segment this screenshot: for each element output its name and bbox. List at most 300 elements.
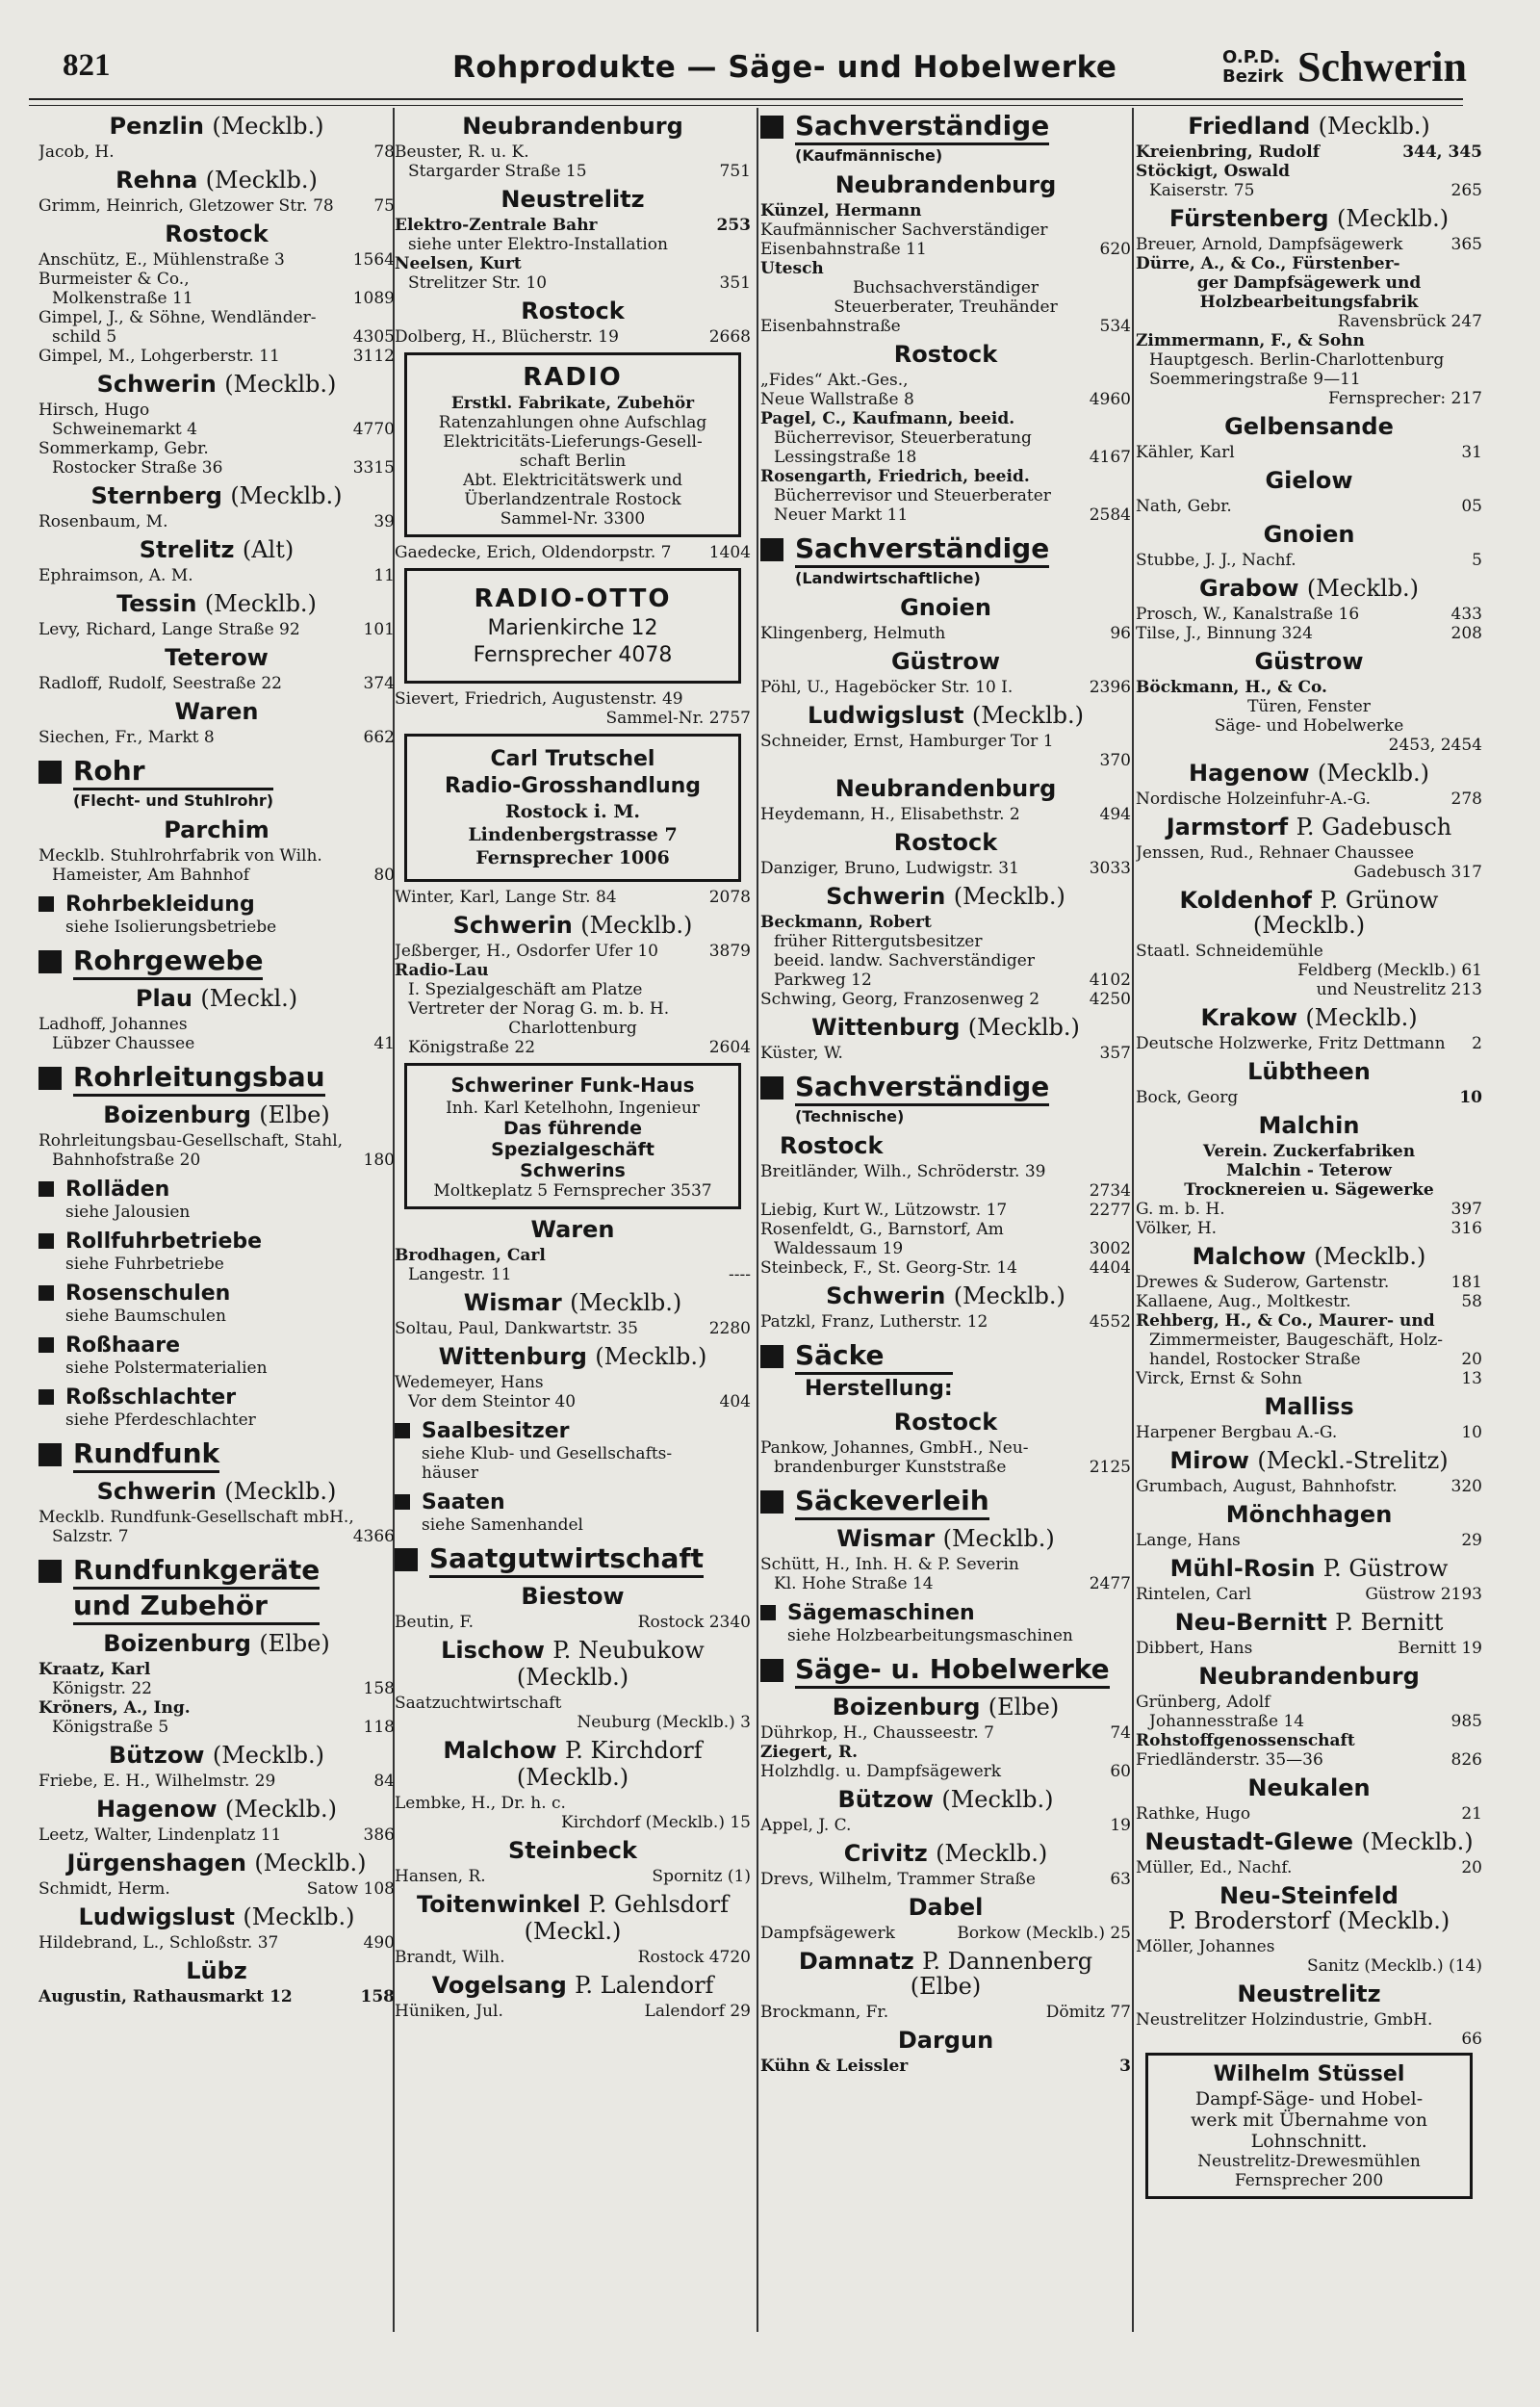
- entry-line: Wedemeyer, Hans: [395, 1373, 544, 1392]
- column-4: [1136, 108, 1482, 2342]
- city-heading: Neubrandenburg: [1198, 1663, 1420, 1690]
- entry-line: Verein. Zuckerfabriken: [1202, 1142, 1416, 1161]
- entry: Rostocker Straße 36 3315: [52, 458, 395, 478]
- entry-line: Kraatz, Karl: [38, 1660, 151, 1679]
- city-heading: Koldenhof P. Grünow: [1179, 887, 1439, 914]
- entry: Beutin, F. Rostock 2340: [395, 1613, 751, 1632]
- entry-line: Bücherrevisor und Steuerberater: [774, 486, 1051, 505]
- section-marker: [395, 1548, 418, 1571]
- city-heading: Neubrandenburg: [834, 171, 1057, 198]
- entry: Levy, Richard, Lange Straße 92 101: [38, 620, 395, 639]
- entry: Nordische Holzeinfuhr-A.-G. 278: [1136, 789, 1482, 809]
- entry: Lange, Hans 29: [1136, 1531, 1482, 1550]
- ad-line: Ratenzahlungen ohne Aufschlag: [438, 413, 707, 432]
- ad-line: Lindenbergstrasse 7: [468, 824, 678, 845]
- entry-line: Trocknereien u. Sägewerke: [1184, 1180, 1434, 1200]
- entry-line: Säge- und Hobelwerke: [1214, 716, 1404, 736]
- ad-line: Sammel-Nr. 3300: [500, 509, 646, 529]
- city-heading: Penzlin (Mecklb.): [109, 113, 324, 140]
- section-marker: [38, 1233, 54, 1249]
- section-heading: Sachverständige (Landwirtschaftliche): [760, 532, 1131, 589]
- entry: Dührkop, H., Chausseestr. 7 74: [760, 1723, 1131, 1743]
- ad-line: schaft Berlin: [519, 452, 627, 471]
- entry: Winter, Karl, Lange Str. 84 2078: [395, 888, 751, 907]
- entry-line: Pankow, Johannes, GmbH., Neu-: [760, 1438, 1029, 1458]
- city-heading: Schwerin (Mecklb.): [96, 1478, 337, 1505]
- entry-line: Böckmann, H., & Co.: [1136, 678, 1327, 697]
- ad-line: Fernsprecher 200: [1234, 2171, 1384, 2190]
- city-heading-qualifier: (Mecklb.): [516, 1764, 629, 1791]
- section-marker: [38, 1389, 54, 1405]
- entry: Radloff, Rudolf, Seestraße 22 374: [38, 674, 395, 693]
- entry-line: Kröners, A., Ing.: [38, 1698, 191, 1718]
- entry: Königstraße 22 2604: [408, 1038, 751, 1057]
- entry-line: Pagel, C., Kaufmann, beeid.: [760, 409, 1015, 428]
- city-heading: Grabow (Mecklb.): [1198, 575, 1420, 602]
- entry-line: Hauptgesch. Berlin-Charlottenburg: [1149, 350, 1445, 370]
- entry: Kähler, Karl 31: [1136, 443, 1482, 462]
- entry: Appel, J. C. 19: [760, 1816, 1131, 1835]
- entry-line: Holzbearbeitungsfabrik: [1199, 293, 1419, 312]
- entry-line: Beuster, R. u. K.: [395, 142, 529, 162]
- entry: Stargarder Straße 15 751: [408, 162, 751, 181]
- city-heading: Gnoien: [1263, 521, 1355, 548]
- entry: Lessingstraße 18 4167: [774, 448, 1131, 467]
- entry: Müller, Ed., Nachf. 20: [1136, 1858, 1482, 1877]
- entry: Bahnhofstraße 20 180: [52, 1151, 395, 1170]
- entry-line: Stöckigt, Oswald: [1136, 162, 1291, 181]
- entry: Grumbach, August, Bahnhofstr. 320: [1136, 1477, 1482, 1496]
- section-heading: Rolläden siehe Jalousien: [38, 1178, 395, 1222]
- entry-line: Grünberg, Adolf: [1136, 1693, 1270, 1712]
- entry: Ravensbrück 247: [1337, 312, 1482, 331]
- entry: Gaedecke, Erich, Oldendorpstr. 7 1404: [395, 543, 751, 562]
- city-heading: Gnoien: [900, 594, 991, 621]
- entry-line: ger Dampfsägewerk und: [1196, 273, 1422, 293]
- city-heading: Lübz: [186, 1957, 247, 1984]
- city-heading-qualifier: P. Broderstorf (Mecklb.): [1168, 1907, 1450, 1934]
- entry: handel, Rostocker Straße 20: [1149, 1350, 1482, 1369]
- section-heading: Roßschlachter siehe Pferdeschlachter: [38, 1385, 395, 1430]
- entry-line: Neelsen, Kurt: [395, 254, 522, 273]
- entry: und Neustrelitz 213: [1316, 980, 1482, 999]
- entry: Virck, Ernst & Sohn 13: [1136, 1369, 1482, 1388]
- entry: Kallaene, Aug., Moltkestr. 58: [1136, 1292, 1482, 1311]
- column-divider: [757, 108, 758, 2332]
- entry-line: Dürre, A., & Co., Fürstenber-: [1136, 254, 1400, 273]
- entry-line: Zimmermann, F., & Sohn: [1136, 331, 1365, 350]
- entry: Vor dem Steintor 40 404: [408, 1392, 751, 1411]
- entry-line: Hirsch, Hugo: [38, 401, 150, 420]
- section-heading: Rollfuhrbetriebe siehe Fuhrbetriebe: [38, 1229, 395, 1274]
- entry-line: Mecklb. Rundfunk-Gesellschaft mbH.,: [38, 1508, 354, 1527]
- entry: Dolberg, H., Blücherstr. 19 2668: [395, 327, 751, 347]
- city-heading: Rehna (Mecklb.): [116, 167, 318, 194]
- entry: Neue Wallstraße 8 4960: [760, 390, 1131, 409]
- ad-line: Abt. Elektricitätswerk und: [462, 471, 683, 490]
- section-heading: Rundfunk: [38, 1437, 395, 1473]
- city-heading: Malchow (Mecklb.): [1192, 1243, 1426, 1270]
- section-marker: [38, 1443, 62, 1466]
- ad-title: RADIO: [523, 363, 623, 392]
- entry: Molkenstraße 11 1089: [52, 289, 395, 308]
- entry-line: Kaufmännischer Sachverständiger: [760, 220, 1048, 240]
- entry: Friebe, E. H., Wilhelmstr. 29 84: [38, 1772, 395, 1791]
- entry: G. m. b. H. 397: [1136, 1200, 1482, 1219]
- city-heading: Biestow: [521, 1583, 625, 1610]
- city-heading: Lübtheen: [1247, 1058, 1371, 1085]
- entry: Breuer, Arnold, Dampfsägewerk 365: [1136, 235, 1482, 254]
- city-heading-qualifier: (Meckl.): [524, 1918, 622, 1945]
- entry-line: Malchin - Teterow: [1226, 1161, 1392, 1180]
- city-heading: Gielow: [1265, 467, 1353, 494]
- entry: 66: [1461, 2030, 1482, 2049]
- entry: Nath, Gebr. 05: [1136, 497, 1482, 516]
- entry: Schwing, Georg, Franzosenweg 2 4250: [760, 990, 1131, 1009]
- ad-line: Lohnschnitt.: [1250, 2131, 1368, 2152]
- city-heading: Ludwigslust (Mecklb.): [807, 702, 1084, 729]
- entry: Drewes & Suderow, Gartenstr. 181: [1136, 1273, 1482, 1292]
- district-city: Schwerin: [1297, 43, 1467, 91]
- entry: Soltau, Paul, Dankwartstr. 35 2280: [395, 1319, 751, 1338]
- entry: Bock, Georg 10: [1136, 1088, 1482, 1107]
- city-heading: Schwerin (Mecklb.): [826, 1282, 1065, 1309]
- entry: Völker, H. 316: [1136, 1219, 1482, 1238]
- entry-line: Schütt, H., Inh. H. & P. Severin: [760, 1555, 1019, 1574]
- entry: Drevs, Wilhelm, Trammer Straße 63: [760, 1870, 1131, 1889]
- entry-line: Vertreter der Norag G. m. b. H.: [408, 999, 670, 1019]
- city-heading: Tessin (Mecklb.): [116, 590, 317, 617]
- city-heading: Ludwigslust (Mecklb.): [78, 1903, 355, 1930]
- section-heading: Sachverständige (Kaufmännische): [760, 110, 1131, 167]
- entry-line: Schneider, Ernst, Hamburger Tor 1: [760, 732, 1054, 751]
- city-heading: Mirow (Meckl.-Strelitz): [1169, 1447, 1449, 1474]
- section-marker: [760, 1490, 783, 1514]
- city-heading: Parchim: [164, 816, 270, 843]
- section-marker: [38, 950, 62, 973]
- entry-line: Buchsachverständiger: [852, 278, 1040, 298]
- section-marker: [38, 896, 54, 912]
- city-heading: Schwerin (Mecklb.): [826, 883, 1065, 910]
- entry: Brandt, Wilh. Rostock 4720: [395, 1948, 751, 1967]
- section-heading: Säckeverleih: [760, 1485, 1131, 1520]
- entry-line: Beckmann, Robert: [760, 913, 932, 932]
- entry-line: Charlottenburg: [508, 1019, 637, 1038]
- entry-line: Rohrleitungsbau-Gesellschaft, Stahl,: [38, 1131, 344, 1151]
- entry: Deutsche Holzwerke, Fritz Dettmann 2: [1136, 1034, 1482, 1053]
- entry: Holzhdlg. u. Dampfsägewerk 60: [760, 1762, 1131, 1781]
- city-heading: Hagenow (Mecklb.): [1189, 760, 1429, 787]
- advertisement-box: [404, 1063, 741, 1209]
- entry: 370: [1099, 751, 1131, 770]
- section-heading: Sägemaschinen siehe Holzbearbeitungsmaschinen: [760, 1601, 1131, 1645]
- ad-line: Schwerins: [520, 1160, 626, 1181]
- entry-line: früher Rittergutsbesitzer: [774, 932, 983, 951]
- entry: Königstraße 5 118: [52, 1718, 395, 1737]
- entry: Kl. Hohe Straße 14 2477: [774, 1574, 1131, 1593]
- entry: Waldessaum 19 3002: [774, 1239, 1131, 1258]
- entry-line: Saatzuchtwirtschaft: [395, 1694, 562, 1713]
- city-heading: Neustadt-Glewe (Mecklb.): [1144, 1828, 1474, 1855]
- entry-line: Fernsprecher: 217: [1327, 389, 1482, 408]
- ad-line: Spezialgeschäft: [491, 1139, 654, 1160]
- ad-line: Inh. Karl Ketelhohn, Ingenieur: [446, 1099, 700, 1118]
- city-heading: Neustrelitz: [1237, 1980, 1381, 2007]
- entry: Eisenbahnstraße 534: [760, 317, 1131, 336]
- entry: Hildebrand, L., Schloßstr. 37 490: [38, 1933, 395, 1953]
- city-heading: Schwerin (Mecklb.): [96, 371, 337, 398]
- entry: Sanitz (Mecklb.) (14): [1307, 1956, 1482, 1976]
- section-heading: Saaten siehe Samenhandel: [395, 1490, 751, 1535]
- entry-line: Möller, Johannes: [1136, 1937, 1275, 1956]
- entry-line: Türen, Fenster: [1247, 697, 1371, 716]
- city-heading-qualifier: (Mecklb.): [516, 1664, 629, 1691]
- city-heading: Neukalen: [1247, 1774, 1371, 1801]
- city-heading: Steinbeck: [508, 1837, 637, 1864]
- entry: Kirchdorf (Mecklb.) 15: [561, 1813, 751, 1832]
- entry-line: Neustrelitzer Holzindustrie, GmbH.: [1136, 2010, 1433, 2030]
- column-3: [760, 108, 1131, 2342]
- entry: Steinbeck, F., St. Georg-Str. 14 4404: [760, 1258, 1131, 1278]
- section-heading: Rosenschulen siehe Baumschulen: [38, 1281, 395, 1326]
- entry: Königstr. 22 158: [52, 1679, 395, 1698]
- section-heading: Roßhaare siehe Polstermaterialien: [38, 1333, 395, 1378]
- entry: Tilse, J., Binnung 324 208: [1136, 624, 1482, 643]
- city-heading: Damnatz P. Dannenberg: [798, 1948, 1093, 1975]
- entry-line: „Fides“ Akt.-Ges.,: [760, 371, 909, 390]
- city-heading: Bützow (Mecklb.): [109, 1742, 324, 1769]
- entry-line: Brodhagen, Carl: [395, 1246, 546, 1265]
- entry: Schmidt, Herm. Satow 108: [38, 1879, 395, 1899]
- column-2: [395, 108, 751, 2342]
- entry: Sievert, Friedrich, Augustenstr. 49: [395, 689, 683, 709]
- section-marker: [395, 1494, 410, 1510]
- section-marker: [38, 761, 62, 784]
- entry-line: Rosengarth, Friedrich, beeid.: [760, 467, 1030, 486]
- ad-line: werk mit Übernahme von: [1191, 2109, 1427, 2131]
- ad-line: Neustrelitz-Drewesmühlen: [1197, 2152, 1421, 2171]
- ad-line: Marienkirche 12: [487, 616, 658, 640]
- entry: Jacob, H. 78: [38, 142, 395, 162]
- entry-line: Radio-Lau: [395, 961, 489, 980]
- city-heading: Boizenburg (Elbe): [103, 1101, 330, 1128]
- entry: Heydemann, H., Elisabethstr. 2 494: [760, 805, 1131, 824]
- entry-line: Lembke, H., Dr. h. c.: [395, 1794, 566, 1813]
- city-heading: Neustrelitz: [500, 186, 645, 213]
- entry-line: siehe unter Elektro-Installation: [408, 235, 668, 254]
- entry-line: Utesch: [760, 259, 824, 278]
- entry: Rintelen, Carl Güstrow 2193: [1136, 1585, 1482, 1604]
- city-heading: Gelbensande: [1224, 413, 1394, 440]
- ad-line: Das führende: [502, 1118, 643, 1139]
- entry-line: Breitländer, Wilh., Schröderstr. 39: [760, 1162, 1046, 1181]
- city-heading: Wismar (Mecklb.): [836, 1525, 1055, 1552]
- entry: Feldberg (Mecklb.) 61: [1297, 961, 1482, 980]
- entry-line: Ziegert, R.: [760, 1743, 859, 1762]
- city-heading: Hagenow (Mecklb.): [96, 1796, 337, 1823]
- section-marker: [760, 538, 783, 561]
- ad-title: Radio-Grosshandlung: [444, 774, 702, 798]
- section-marker: [760, 1659, 783, 1682]
- section-marker: [38, 1337, 54, 1353]
- column-divider: [1132, 108, 1134, 2332]
- city-heading: Wittenburg (Mecklb.): [438, 1343, 707, 1370]
- entry: Elektro-Zentrale Bahr 253: [395, 216, 751, 235]
- city-heading: Neubrandenburg: [834, 775, 1057, 802]
- entry-line: Ladhoff, Johannes: [38, 1015, 188, 1034]
- entry-line: Mecklb. Stuhlrohrfabrik von Wilh.: [38, 846, 322, 866]
- city-heading: Wismar (Mecklb.): [463, 1289, 682, 1316]
- city-heading: Waren: [174, 698, 259, 725]
- entry-line: I. Spezialgeschäft am Platze: [408, 980, 643, 999]
- city-heading: Dabel: [908, 1894, 984, 1921]
- entry: Salzstr. 7 4366: [52, 1527, 395, 1546]
- advertisement-box: [1145, 2053, 1473, 2199]
- city-heading-qualifier: (Mecklb.): [1252, 912, 1366, 939]
- entry: brandenburger Kunststraße 2125: [774, 1458, 1131, 1477]
- entry: Ephraimson, A. M. 11: [38, 566, 395, 585]
- city-heading: Fürstenberg (Mecklb.): [1168, 205, 1450, 232]
- city-heading: Bützow (Mecklb.): [837, 1786, 1054, 1813]
- advertisement-box: [404, 352, 741, 537]
- city-heading: Plau (Meckl.): [135, 985, 298, 1012]
- advertisement-box: [404, 734, 741, 882]
- entry: Danziger, Bruno, Ludwigstr. 31 3033: [760, 859, 1131, 878]
- ad-line: Rostock i. M.: [504, 801, 641, 822]
- section-heading: Saatgutwirtschaft: [395, 1542, 751, 1578]
- entry: Kreienbring, Rudolf 344, 345: [1136, 142, 1482, 162]
- entry-line: beeid. landw. Sachverständiger: [774, 951, 1035, 971]
- entry: 2453, 2454: [1388, 736, 1482, 755]
- city-heading: Lischow P. Neubukow: [441, 1637, 705, 1664]
- city-heading: Toitenwinkel P. Gehlsdorf: [417, 1891, 729, 1918]
- bezirk-label: Bezirk: [1222, 66, 1284, 87]
- ad-line: Dampf-Säge- und Hobel-: [1194, 2088, 1424, 2109]
- entry-line: Gimpel, J., & Söhne, Wendländer-: [38, 308, 317, 327]
- entry: Hüniken, Jul. Lalendorf 29: [395, 2002, 751, 2021]
- entry-line: Burmeister & Co.,: [38, 270, 190, 289]
- section-marker: [760, 1345, 783, 1368]
- entry: Schweinemarkt 4 4770: [52, 420, 395, 439]
- city-heading: Wittenburg (Mecklb.): [811, 1014, 1080, 1041]
- entry: Patzkl, Franz, Lutherstr. 12 4552: [760, 1312, 1131, 1332]
- ad-line: Fernsprecher 1006: [475, 847, 670, 868]
- entry: Hameister, Am Bahnhof 80: [52, 866, 395, 885]
- entry-line: Rohstoffgenossenschaft: [1136, 1731, 1355, 1750]
- city-heading: Rostock: [893, 1409, 998, 1436]
- entry: Johannesstraße 14 985: [1149, 1712, 1482, 1731]
- city-heading-qualifier: (Elbe): [910, 1973, 982, 2000]
- entry: Anschütz, E., Mühlenstraße 3 1564: [38, 250, 395, 270]
- column-1: [38, 108, 395, 2342]
- ad-title: RADIO-OTTO: [474, 584, 672, 613]
- entry: Prosch, W., Kanalstraße 16 433: [1136, 605, 1482, 624]
- ad-line: Fernsprecher 4078: [473, 643, 673, 667]
- city-heading: Malchow P. Kirchdorf: [443, 1737, 703, 1764]
- entry: Rathke, Hugo 21: [1136, 1804, 1482, 1824]
- opd-label: O.P.D.: [1222, 47, 1281, 67]
- city-heading: Rostock: [893, 829, 998, 856]
- section-heading: Rohrgewebe: [38, 945, 395, 980]
- city-heading: Rostock: [521, 298, 625, 324]
- entry: schild 5 4305: [52, 327, 395, 347]
- city-heading: Mönchhagen: [1225, 1501, 1393, 1528]
- city-heading: Jarmstorf P. Gadebusch: [1166, 814, 1452, 841]
- entry: Liebig, Kurt W., Lützowstr. 17 2277: [760, 1201, 1131, 1220]
- entry: Kaiserstr. 75 265: [1149, 181, 1482, 200]
- section-marker: [38, 1067, 62, 1090]
- entry: Klingenberg, Helmuth 96: [760, 624, 1131, 643]
- entry-line: Steuerberater, Treuhänder: [834, 298, 1058, 317]
- entry-line: Künzel, Hermann: [760, 201, 922, 220]
- section-marker: [395, 1423, 410, 1438]
- page-header: [58, 43, 1467, 101]
- entry-line: Staatl. Schneidemühle: [1136, 942, 1323, 961]
- page-title: Rohprodukte — Säge- und Hobelwerke: [452, 50, 1117, 85]
- entry-line: Jenssen, Rud., Rehnaer Chaussee: [1136, 843, 1415, 863]
- city-heading: Schwerin (Mecklb.): [452, 912, 693, 939]
- entry: Leetz, Walter, Lindenplatz 11 386: [38, 1825, 395, 1845]
- ad-line: Überlandzentrale Rostock: [464, 490, 681, 509]
- city-heading: Boizenburg (Elbe): [103, 1630, 330, 1657]
- city-heading: Güstrow: [890, 648, 1001, 675]
- section-marker: [760, 116, 783, 139]
- section-marker: [760, 1605, 776, 1620]
- city-heading: Boizenburg (Elbe): [832, 1694, 1060, 1721]
- entry: Kühn & Leissler 3: [760, 2057, 1131, 2076]
- section-marker: [38, 1181, 54, 1197]
- city-heading: Güstrow: [1254, 648, 1364, 675]
- entry: Hansen, R. Spornitz (1): [395, 1867, 751, 1886]
- entry: Lübzer Chaussee 41: [52, 1034, 395, 1053]
- city-heading: Malliss: [1264, 1393, 1354, 1420]
- ad-line: Elektricitäts-Lieferungs-Gesell-: [443, 432, 703, 452]
- entry: Jeßberger, H., Osdorfer Ufer 10 3879: [395, 942, 751, 961]
- entry: Pöhl, U., Hageböcker Str. 10 I. 2396: [760, 678, 1131, 697]
- entry: Grimm, Heinrich, Gletzower Str. 78 75: [38, 196, 395, 216]
- entry: Langestr. 11 ----: [408, 1265, 751, 1284]
- city-heading: Strelitz (Alt): [139, 536, 295, 563]
- city-heading: Rostock: [165, 220, 269, 247]
- city-heading: Waren: [530, 1216, 615, 1243]
- entry-line: Soemmeringstraße 9—11: [1149, 370, 1361, 389]
- section-marker: [760, 1076, 783, 1100]
- ad-title: Schweriner Funk-Haus: [450, 1074, 695, 1097]
- section-marker: [38, 1560, 62, 1583]
- city-heading: Jürgenshagen (Mecklb.): [66, 1850, 367, 1876]
- city-heading: Krakow (Mecklb.): [1200, 1004, 1418, 1031]
- section-marker: [38, 1285, 54, 1301]
- entry-line: Bücherrevisor, Steuerberatung: [774, 428, 1032, 448]
- entry: Parkweg 12 4102: [774, 971, 1131, 990]
- section-heading: Rohrleitungsbau: [38, 1061, 395, 1097]
- entry: Küster, W. 357: [760, 1044, 1131, 1063]
- entry: Rosenbaum, M. 39: [38, 512, 395, 531]
- city-heading: Neubrandenburg: [462, 113, 683, 140]
- advertisement-box: [404, 568, 741, 684]
- city-heading: Vogelsang P. Lalendorf: [431, 1972, 714, 1999]
- section-heading: Säcke Herstellung:: [760, 1339, 1131, 1404]
- city-heading: Crivitz (Mecklb.): [843, 1840, 1048, 1867]
- section-heading: Säge- u. Hobelwerke: [760, 1653, 1131, 1689]
- entry: Brockmann, Fr. Dömitz 77: [760, 2003, 1131, 2022]
- header-rule: [29, 98, 1463, 106]
- entry: Stubbe, J. J., Nachf. 5: [1136, 551, 1482, 570]
- ad-line: Moltkeplatz 5 Fernsprecher 3537: [433, 1181, 712, 1201]
- entry: Dampfsägewerk Borkow (Mecklb.) 25: [760, 1924, 1131, 1943]
- entry: 2734: [1089, 1181, 1131, 1201]
- entry: Strelitzer Str. 10 351: [408, 273, 751, 293]
